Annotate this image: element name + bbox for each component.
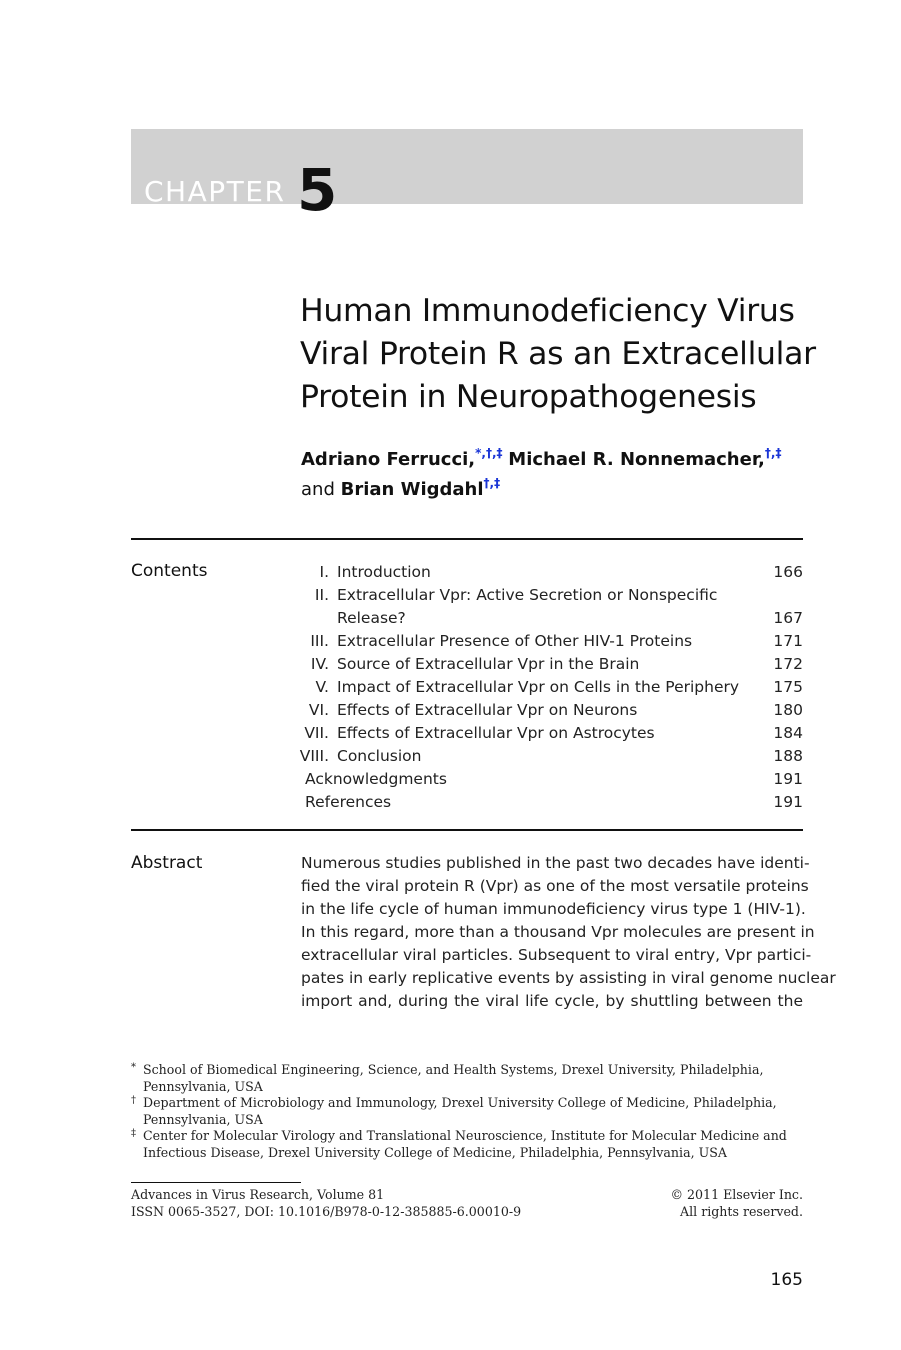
footnote-mark: †	[131, 1095, 136, 1106]
footnote-line: Infectious Disease, Drexel University College of Medicine, Philadelphia, Pennsylvania, USA	[143, 1144, 727, 1160]
footnote-line: Pennsylvania, USA	[143, 1111, 263, 1127]
toc-entry-number: IV.	[310, 655, 329, 673]
abstract-label: Abstract	[131, 853, 203, 873]
toc-entry-page: 166	[773, 563, 803, 581]
footnote	[131, 1095, 803, 1128]
author-name: Adriano Ferrucci,	[301, 449, 476, 470]
abstract-line: In this regard, more than a thousand Vpr molecules are present in	[301, 923, 815, 941]
toc-entry[interactable]	[300, 653, 803, 676]
toc-entry[interactable]	[300, 722, 803, 745]
toc-entry[interactable]	[300, 584, 803, 607]
footnote-line: School of Biomedical Engineering, Science, and Health Systems, Drexel University, Philadelphia,	[143, 1062, 764, 1077]
table-of-contents	[300, 561, 803, 814]
contents-bottom-rule	[131, 829, 803, 831]
toc-entry-title: Effects of Extracellular Vpr on Astrocytes	[337, 724, 655, 742]
toc-entry-title: Impact of Extracellular Vpr on Cells in the Periphery	[337, 678, 740, 696]
toc-entry-page: 172	[773, 655, 803, 673]
affiliation-marks[interactable]: †,‡	[483, 476, 501, 490]
toc-entry[interactable]	[300, 791, 803, 814]
footnote	[131, 1062, 803, 1095]
author-conjunction: and	[301, 479, 335, 500]
toc-entry[interactable]	[300, 676, 803, 699]
toc-entry-title: Effects of Extracellular Vpr on Neurons	[337, 701, 638, 719]
toc-entry-number: VII.	[304, 724, 329, 742]
toc-entry-page: 167	[773, 609, 803, 627]
toc-entry-title: Extracellular Presence of Other HIV-1 Proteins	[337, 632, 693, 650]
copyright: © 2011 Elsevier Inc.	[670, 1187, 803, 1202]
toc-entry-page: 171	[773, 632, 803, 650]
toc-entry[interactable]	[300, 607, 803, 630]
toc-entry[interactable]	[300, 699, 803, 722]
title-line: Human Immunodeficiency Virus	[300, 293, 795, 329]
toc-entry-number: VIII.	[299, 747, 329, 765]
affiliation-marks[interactable]: †,‡	[764, 446, 782, 460]
chapter-label: CHAPTER	[144, 175, 286, 208]
toc-entry-title: Extracellular Vpr: Active Secretion or Nonspecific	[337, 586, 718, 604]
toc-entry-number: I.	[319, 563, 329, 581]
toc-entry-page: 191	[773, 793, 803, 811]
affiliation-marks[interactable]: *,†,‡	[475, 446, 503, 460]
publication-info	[131, 1186, 521, 1220]
toc-entry-page: 180	[773, 701, 803, 719]
toc-entry-page: 184	[773, 724, 803, 742]
footnote	[131, 1128, 803, 1161]
toc-entry-title: Acknowledgments	[305, 770, 447, 788]
toc-entry-page: 188	[773, 747, 803, 765]
footnote-line: Pennsylvania, USA	[143, 1078, 263, 1094]
author-name: Brian Wigdahl	[340, 479, 484, 500]
author-list	[301, 445, 781, 505]
abstract-line: in the life cycle of human immunodeficiency virus type 1 (HIV-1).	[301, 900, 806, 918]
toc-entry[interactable]	[300, 630, 803, 653]
issn-doi: ISSN 0065-3527, DOI: 10.1016/B978-0-12-385885-6.00010-9	[131, 1204, 522, 1219]
toc-entry-number: II.	[314, 586, 329, 604]
chapter-title	[300, 290, 820, 419]
abstract-body	[301, 852, 836, 1013]
toc-entry-number: VI.	[308, 701, 329, 719]
abstract-line: pates in early replicative events by assisting in viral genome nuclear	[301, 969, 836, 987]
title-line: Viral Protein R as an Extracellular	[300, 336, 816, 372]
page-number: 165	[770, 1270, 803, 1290]
toc-entry[interactable]	[300, 768, 803, 791]
toc-entry-number: III.	[310, 632, 329, 650]
footer-rule	[131, 1182, 301, 1183]
toc-entry-number: V.	[315, 678, 329, 696]
toc-entry[interactable]	[300, 745, 803, 768]
toc-entry-title: Introduction	[337, 563, 431, 581]
journal-volume: Advances in Virus Research, Volume 81	[131, 1187, 385, 1202]
chapter-number: 5	[297, 156, 338, 224]
rights: All rights reserved.	[680, 1204, 803, 1219]
abstract-line: fied the viral protein R (Vpr) as one of the most versatile proteins	[301, 877, 809, 895]
footnote-mark: *	[131, 1062, 136, 1073]
copyright-info	[670, 1186, 803, 1220]
toc-entry-page: 191	[773, 770, 803, 788]
footnote-mark: ‡	[131, 1128, 136, 1139]
abstract-line: Numerous studies published in the past two decades have identi-	[301, 854, 810, 872]
abstract-line: extracellular viral particles. Subsequent to viral entry, Vpr partici-	[301, 946, 812, 964]
toc-entry-title: Release?	[337, 609, 406, 627]
footnote-line: Center for Molecular Virology and Translational Neuroscience, Institute for Molecular Medicine and	[143, 1128, 787, 1143]
toc-entry-title: Source of Extracellular Vpr in the Brain	[337, 655, 640, 673]
toc-entry-title: References	[305, 793, 392, 811]
contents-label: Contents	[131, 561, 208, 581]
title-line: Protein in Neuropathogenesis	[300, 379, 757, 415]
footnote-line: Department of Microbiology and Immunology, Drexel University College of Medicine, Philadelphia,	[143, 1095, 777, 1110]
abstract-line: import and, during the viral life cycle, by shuttling between the	[301, 992, 803, 1010]
toc-entry-title: Conclusion	[337, 747, 422, 765]
author-name: Michael R. Nonnemacher,	[508, 449, 765, 470]
toc-entry-page: 175	[773, 678, 803, 696]
toc-entry[interactable]	[300, 561, 803, 584]
contents-top-rule	[131, 538, 803, 540]
